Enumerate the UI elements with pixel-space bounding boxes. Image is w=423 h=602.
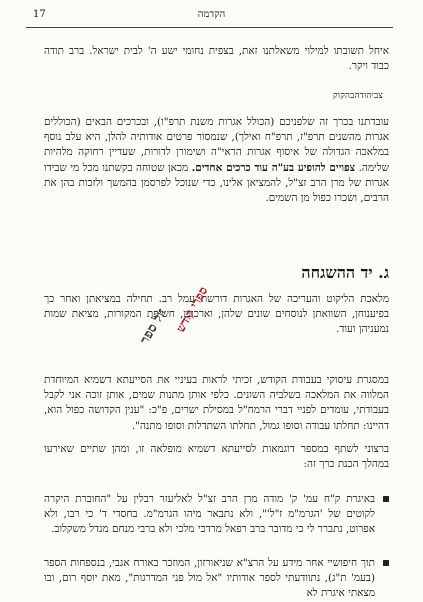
signature: צביהודהבהקוק [333,91,383,101]
running-title: הקדמה [197,9,226,20]
bullet-list-1 [44,492,389,538]
intro-text: איחל תשובתו למילוי משאלתנו זאת, בצפית נחומי ישע ה' לבית ישראל. ברב תודה כבוד ויקר. [44,45,389,73]
paragraph-2-tail: מכאן שטוחה בקשתנו מכל מי שבידו אגרות של מרן הרב זצ"ל, להמציאן אלינו, כדי שנוכל לפרסמן בהמשך ולזכות בהן את הרבים, ושכרו כפול מן השמים. [44,161,389,205]
bullet-item [44,556,389,602]
bullet-text: תוך חיפושיי אחר מידע על הרצ"א שניאורזון, המוזכר באורח אגבי, בנספחות הספר (בעמ' ת"ג), נתוודעתי לספר אודותיו "אל מול פני המדרגות", מאת יוסף רום, ובו מצאתי איגרת לא [44,557,375,600]
running-header [0,9,423,25]
stamp-line-1: זול ספר [137,306,170,347]
bullet-item [44,492,389,538]
paragraph-3 [44,292,389,338]
paragraph-2-text [44,115,389,206]
stamp-line-2: ספרי קודש [173,284,211,335]
paragraph-5 [44,442,389,472]
square-bullet-icon [383,560,389,566]
paragraph-5-text: ברצוני לשתף במספר דוגמאות לסייעתא דשמיא מופלאה זו, ומהן שתיים שאירעו במהלך הכנת כרך זה: [44,443,389,471]
bullet-text: באיגרת ק"ח עמ' ק' מודה מרן הרב זצ"ל לאליעזר רבלין על "החוברת היקרה לקוטים של 'הגרמ"מ ז"ל'", ולא נתבאר מיהו הגרמ"מ. בחסדי ד' כי רבו, ולא אפרוט, נתברר לי כי מדובר ברב רפאל מרדכי מלכי ולא ברבי מנחם מנדל משקלוב. [44,493,375,536]
paragraph-2 [44,115,389,206]
paragraph-2-body: עובדתנו בכרך זה שלפניכם (הכולל אגרות משנת תרפ"ו), ובכרכים הבאים (הכוללים אגרות מהשנים תרפ"ז, תרפ"ח ואילך), שנמסור פרטים אודותיה להלן, היא עלב נוסף במלאכה הגדולה של איסוף אגרות הראי"ה ושימורן לדורות, שעדיין רחוקה מלהיות שלימה. [44,116,389,174]
section-title: ג. יד ההשגחה [301,263,389,282]
paragraph-2-highlight: צפויים להופיע בע"ה עוד כרכים אחדים. [191,161,356,174]
bullet-list-2 [44,556,389,602]
paragraph-4-text: במסגרת עיסוקי בעבודת הקודש, זכיתי לראות בעיניי את הסייעתא דשמיא המיוחדת המלווה את המלאכה בשלביה השונים. כלפי אותן מתנות שמים, אותן זוכה אני לקבל בעבודתי, עומדים לפניי דברי הרמח"ל במסילת ישרים, פ"כ: "ענין הקדושה כפול הוא, דהיינו: תחלתו עבודה וסופו גמול, תחלתו השתדלות וסופו מתנה". [44,374,389,432]
paragraph-3-text: מלאכת הליקוט והעריכה של האגרות דורשת עמל רב. תחילה במציאתן ואחר כך בפיענוחן, השוואתן לנוסחים שונים שלהן, וארכובן, חשיפת המקורות, מציאת שמות נמעניהן ועוד. [44,293,389,336]
page-number: 17 [33,9,46,20]
square-bullet-icon [383,496,389,502]
intro-paragraph [44,44,389,74]
header-rule [26,27,393,28]
paragraph-4 [44,373,389,434]
